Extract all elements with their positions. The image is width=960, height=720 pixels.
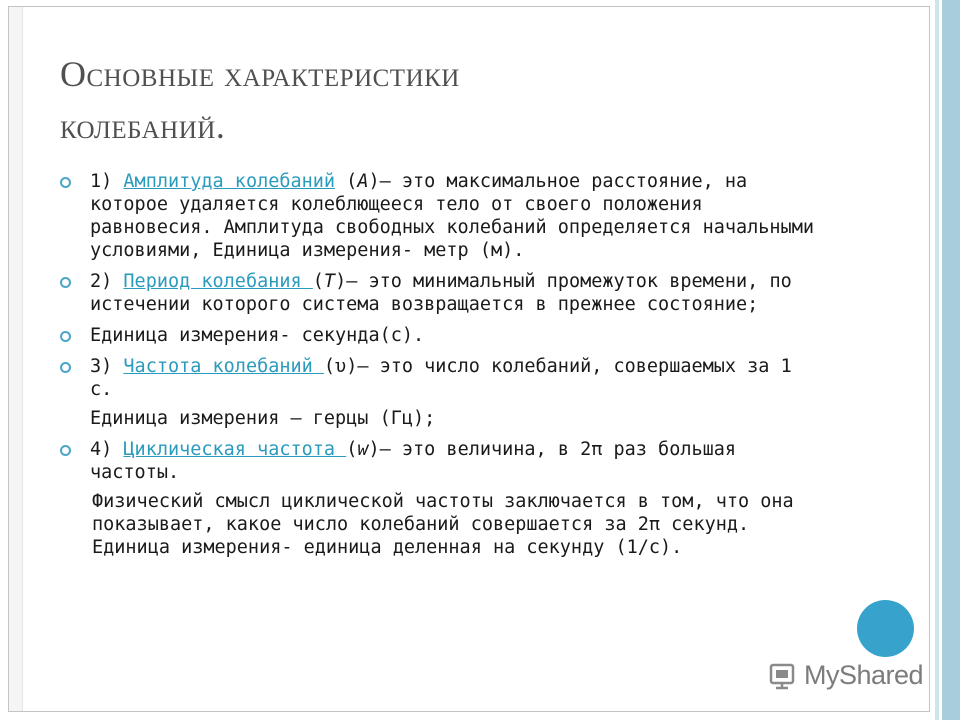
bullet-icon — [60, 177, 71, 188]
bullet-icon — [60, 331, 71, 342]
list-item-frequency — [62, 355, 822, 401]
symbol-open: ( — [323, 356, 336, 377]
bullet-icon — [60, 362, 71, 373]
symbol-open: ( — [346, 439, 358, 460]
item-text: Единица измерения – герцы (Гц); — [90, 408, 436, 429]
item-text: — это число колебаний, совершаемых за 1 с. — [90, 356, 792, 400]
symbol: A — [357, 171, 369, 192]
bullet-icon — [60, 277, 71, 288]
myshared-logo[interactable] — [768, 655, 923, 695]
title-line-2: колебаний. — [60, 106, 226, 146]
item-text: Физический смысл циклической частоты заключается в том, что она показывает, какое число колебаний совершается за 2π секунд. Единица измерения- единица деленная на секунду (1/с). — [92, 491, 794, 558]
symbol: T — [323, 271, 336, 292]
term-link-frequency[interactable]: Частота колебаний — [123, 356, 324, 377]
item-text: — это минимальный промежуток времени, по истечении которого система возвращается в прежнее состояние; — [90, 271, 792, 315]
symbol-open: ( — [335, 171, 358, 192]
item-number: 3) — [90, 356, 124, 377]
list-item-amplitude — [62, 170, 822, 262]
slide-title — [60, 48, 860, 152]
symbol-close: ) — [346, 356, 358, 377]
symbol-close: ) — [368, 171, 380, 192]
bullet-icon — [60, 445, 71, 456]
symbol-close: ) — [368, 439, 380, 460]
logo-text: MyShared — [804, 659, 924, 690]
list-item-frequency-unit — [62, 407, 822, 430]
item-number: 4) — [90, 439, 124, 460]
term-link-period[interactable]: Период колебания — [123, 271, 313, 292]
item-text: — это максимальное расстояние, на которое удаляется колеблющееся тело от своего положения равновесия. Амплитуда свободных колебаний определяется начальными условиями, Единица измерения- метр (м). — [90, 171, 814, 261]
symbol-close: ) — [335, 271, 347, 292]
slide-content — [62, 170, 822, 567]
item-text: — это величина, в 2π раз большая частоты. — [90, 439, 737, 483]
item-number: 2) — [90, 271, 124, 292]
symbol-open: ( — [312, 271, 324, 292]
item-text: Единица измерения- секунда(с). — [90, 325, 425, 346]
list-item-period — [62, 270, 822, 316]
list-item-period-unit — [62, 324, 822, 347]
list-item-physical-meaning — [62, 490, 822, 559]
symbol: υ — [335, 356, 347, 377]
right-decoration-stripe — [930, 0, 960, 720]
item-number: 1) — [90, 171, 124, 192]
symbol: w — [357, 439, 369, 460]
decorative-circle — [857, 600, 914, 657]
myshared-logo-icon — [768, 660, 798, 690]
term-link-cyclic-frequency[interactable]: Циклическая частота — [123, 439, 347, 460]
term-link-amplitude[interactable]: Амплитуда колебаний — [123, 171, 336, 192]
list-item-cyclic-frequency — [62, 438, 822, 484]
title-line-1: Основные характеристики — [60, 54, 460, 94]
